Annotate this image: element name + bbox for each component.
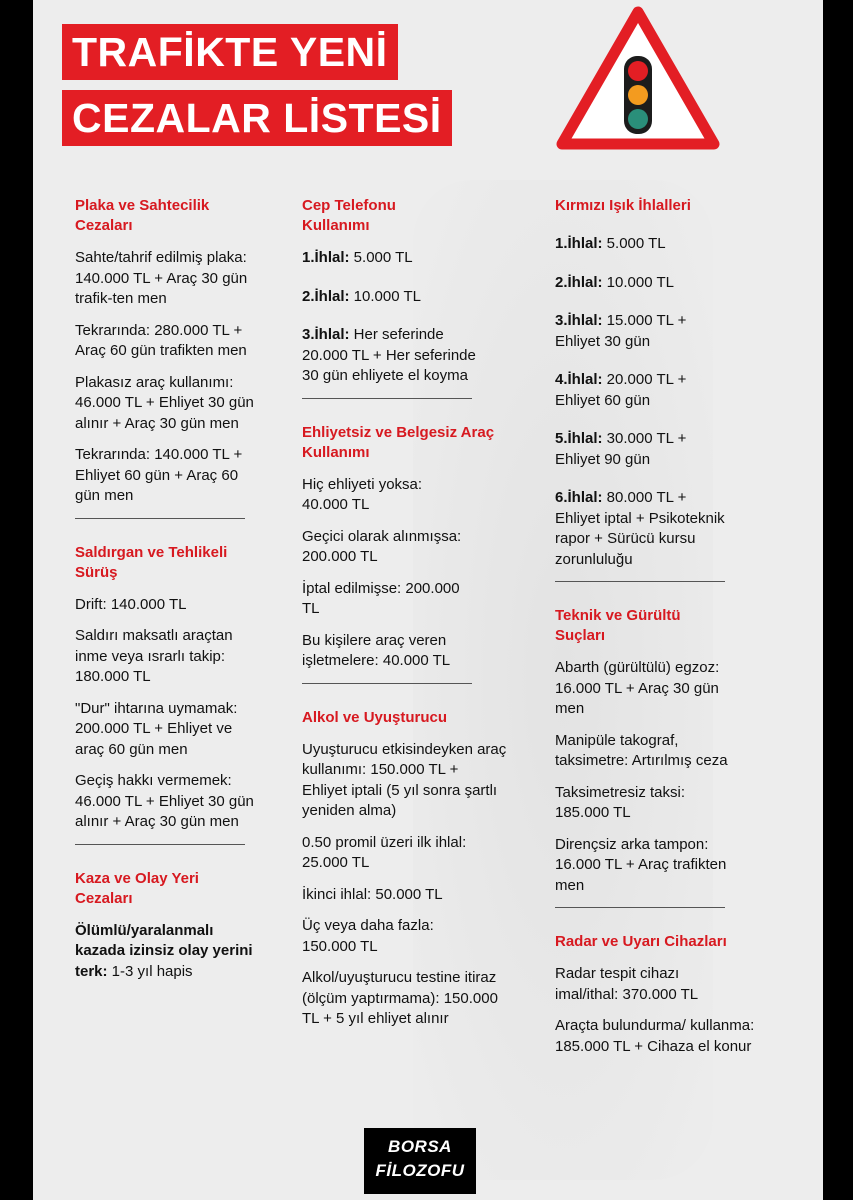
list-item: Sahte/tahrif edilmiş plaka: 140.000 TL + Araç 30 gün trafik-ten men [75,249,248,307]
list-item: Manipüle takograf, taksimetre: Artırılmış ceza [555,731,728,769]
list-item: "Dur" ihtarına uymamak: 200.000 TL + Ehliyet ve araç 60 gün men [75,699,238,758]
section-title: Kırmızı Işık İhlalleri [555,197,691,214]
list-item: 3.İhlal: 15.000 TL + Ehliyet 30 gün [555,312,687,350]
column-3 [555,196,755,1068]
list-item: Geçiş hakkı vermemek: 46.000 TL + Ehliyet 30 gün alınır + Araç 30 gün men [75,772,254,830]
list-item: Ölümlü/yaralanmalı kazada izinsiz olay yerini terk: 1-3 yıl hapis [75,921,253,980]
divider [75,844,245,845]
section-cep-telefonu [302,196,507,387]
poster [33,0,823,1200]
section-saldirgan [75,543,255,833]
list-item: Radar tespit cihazı imal/ithal: 370.000 TL [555,965,699,1003]
list-item: Araçta bulundurma/ kullanma: 185.000 TL + Cihaza el konur [555,1017,755,1055]
divider [75,518,245,519]
divider [302,683,472,684]
list-item: Abarth (gürültülü) egzoz: 16.000 TL + Araç 30 gün men [555,659,720,717]
list-item: Plakasız araç kullanımı: 46.000 TL + Ehliyet 30 gün alınır + Araç 30 gün men [75,373,254,432]
section-title: Plaka ve Sahtecilik Cezaları [75,197,210,234]
section-kaza [75,869,255,983]
list-item: Tekrarında: 280.000 TL + Araç 60 gün trafikten men [75,321,247,359]
list-item: 0.50 promil üzeri ilk ihlal: 25.000 TL [302,833,467,871]
list-item: 2.İhlal: 10.000 TL [302,287,421,305]
list-item: 4.İhlal: 20.000 TL + Ehliyet 60 gün [555,371,687,409]
section-kirmizi-isik [555,196,733,570]
section-radar [555,932,755,1057]
list-item: Bu kişilere araç veren işletmelere: 40.000 TL [302,631,451,669]
brand-logo-line-1: BORSA [388,1137,452,1156]
divider [555,907,725,908]
list-item: Saldırı maksatlı araçtan inme veya ısrarlı takip: 180.000 TL [75,627,233,685]
section-title: Saldırgan ve Tehlikeli Sürüş [75,543,228,581]
list-item: Alkol/uyuşturucu testine itiraz (ölçüm yaptırmama): 150.000 TL + 5 yıl ehliyet alınır [302,969,498,1027]
divider [555,581,725,582]
list-item: Drift: 140.000 TL [75,595,187,613]
list-item: İptal edilmişse: 200.000 TL [302,579,460,617]
list-item: Taksimetresiz taksi: 185.000 TL [555,783,686,821]
section-ehliyetsiz [302,423,507,672]
list-item: Uyuşturucu etkisindeyken araç kullanımı: 150.000 TL + Ehliyet iptali (5 yıl sonra şartlı yeniden alma) [302,740,507,819]
title-line-2: CEZALAR LİSTESİ [62,90,452,146]
section-title: Alkol ve Uyuşturucu [302,708,448,726]
section-plaka [75,196,255,507]
title-line-1: TRAFİKTE YENİ [62,24,398,80]
list-item: 5.İhlal: 30.000 TL + Ehliyet 90 gün [555,430,687,468]
section-title: Kaza ve Olay Yeri Cezaları [75,869,199,907]
list-item: 2.İhlal: 10.000 TL [555,273,674,291]
warning-traffic-light-icon [556,4,720,150]
list-item: 6.İhlal: 80.000 TL + Ehliyet iptal + Psikoteknik rapor + Sürücü kursu zorunluluğu [555,489,725,568]
list-item: Üç veya daha fazla: 150.000 TL [302,917,434,955]
list-item: 1.İhlal: 5.000 TL [302,249,413,266]
list-item: Geçici olarak alınmışsa: 200.000 TL [302,527,462,565]
list-item: 1.İhlal: 5.000 TL [555,235,666,252]
list-item: Dirençsiz arka tampon: 16.000 TL + Araç trafikten men [555,835,727,894]
section-title: Teknik ve Gürültü Suçları [555,607,681,644]
section-title: Ehliyetsiz ve Belgesiz Araç Kullanımı [302,423,495,461]
list-item: Tekrarında: 140.000 TL + Ehliyet 60 gün + Araç 60 gün men [75,446,243,504]
divider [302,398,472,399]
section-title: Radar ve Uyarı Cihazları [555,933,727,950]
list-item: Hiç ehliyeti yoksa: 40.000 TL [302,475,423,513]
section-title: Cep Telefonu Kullanımı [302,197,396,234]
brand-logo-line-2: FİLOZOFU [375,1161,465,1180]
list-item: 3.İhlal: Her seferinde 20.000 TL + Her seferinde 30 gün ehliyete el koyma [302,326,476,384]
list-item: İkinci ihlal: 50.000 TL [302,885,443,903]
brand-logo [364,1128,476,1194]
column-2 [302,196,507,1041]
section-teknik [555,606,733,896]
column-1 [75,196,255,993]
section-alkol [302,708,507,1030]
